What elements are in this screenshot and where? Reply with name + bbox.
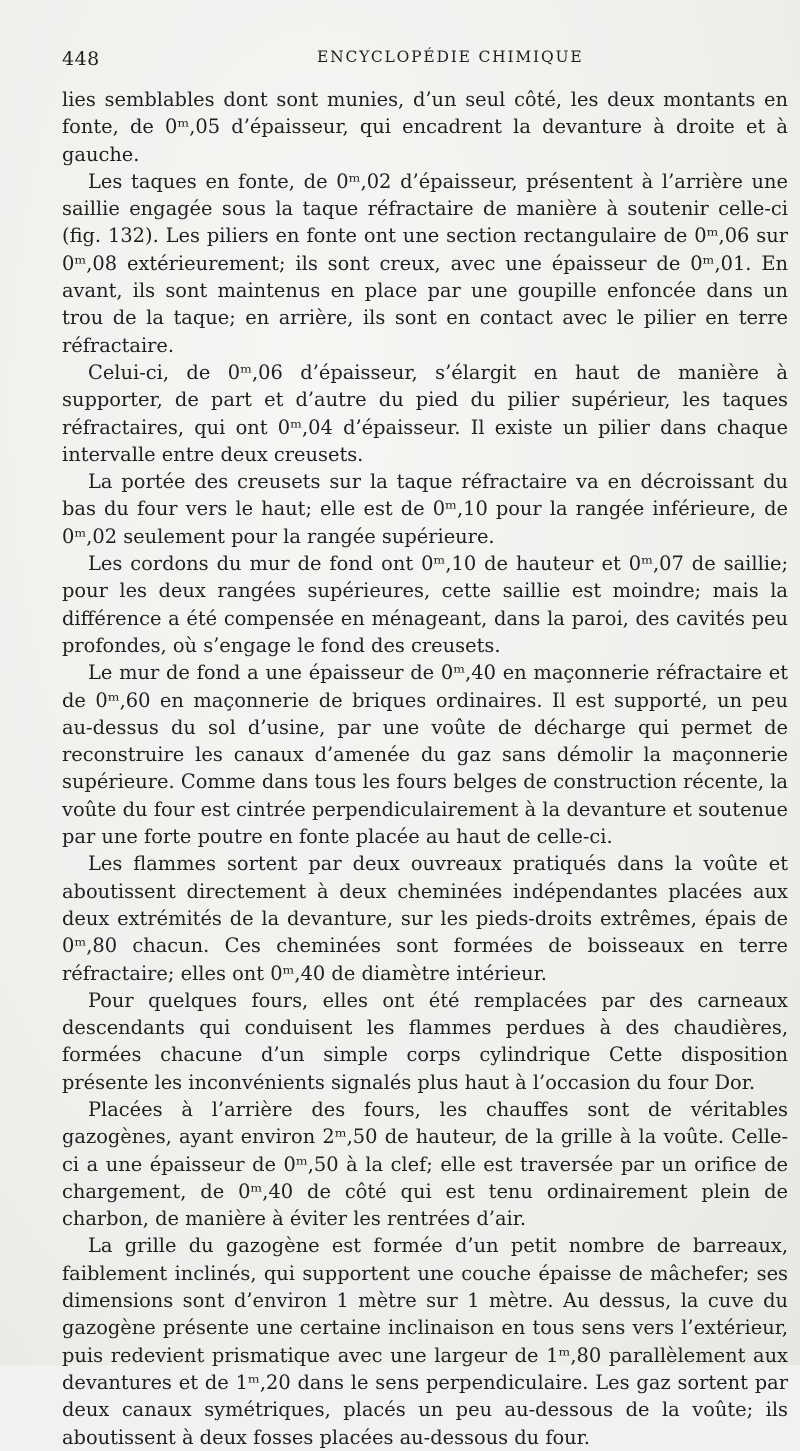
paragraph: Celui-ci, de 0ᵐ,06 d’épaisseur, s’élargit en haut de manière à supporter, de part et d’autre du pied du pilier supérieur, les taques réfractaires, qui ont 0ᵐ,04 d’épaisseur. Il existe un pilier dans chaque intervalle entre deux creusets. — [62, 360, 788, 466]
page-number: 448 — [62, 48, 100, 70]
paragraph: Les taques en fonte, de 0ᵐ,02 d’épaisseur, présentent à l’arrière une saillie engagée sous la taque réfractaire de manière à soutenir celle-ci (fig. 132). Les piliers en fonte ont une section rectangulaire de 0ᵐ,06 sur 0ᵐ,08 extérieurement; ils sont creux, avec une épaisseur de 0ᵐ,01. En avant, ils sont maintenus en place par une goupille enfoncée dans un trou de la taque; en arrière, ils sont en contact avec le pilier en terre réfractaire. — [62, 169, 788, 357]
paragraph: Les flammes sortent par deux ouvreaux pratiqués dans la voûte et aboutissent directement à deux cheminées indépendantes placées aux deux extrémités de la devanture, sur les pieds-droits extrêmes, épais de 0ᵐ,80 chacun. Ces cheminées sont formées de boisseaux en terre réfractaire; elles ont 0ᵐ,40 de diamètre intérieur. — [62, 852, 788, 985]
paragraph: La portée des creusets sur la taque réfractaire va en décroissant du bas du four vers le haut; elle est de 0ᵐ,10 pour la rangée inférieure, de 0ᵐ,02 seulement pour la rangée supérieure. — [62, 470, 788, 548]
paragraph: lies semblables dont sont munies, d’un seul côté, les deux montants en fonte, de 0ᵐ,05 d’épaisseur, qui encadrent la devanture à droite et à gauche. — [62, 88, 788, 166]
running-title: ENCYCLOPÉDIE CHIMIQUE — [317, 48, 584, 66]
paragraph: La grille du gazogène est formée d’un petit nombre de barreaux, faiblement inclinés, qui supportent une couche épaisse de mâchefer; ses dimensions sont d’environ 1 mètre sur 1 mètre. Au dessus, la cuve du gazogène présente une certaine inclinaison en tous sens vers l’extérieur, puis redevient prismatique avec une largeur de 1ᵐ,80 parallèlement aux devantures et de 1ᵐ,20 dans le sens perpendiculaire. Les gaz sortent par deux canaux symétriques, placés un peu au-dessous de la voûte; ils aboutissent à deux fosses placées au-dessous du four. — [62, 1234, 788, 1449]
body-text — [62, 86, 788, 1451]
paragraph: Pour quelques fours, elles ont été remplacées par des carneaux descendants qui conduisent les flammes perdues à des chaudières, formées chacune d’un simple corps cylindrique Cette disposition présente les inconvénients signalés plus haut à l’occasion du four Dor. — [62, 988, 788, 1094]
page-header — [62, 44, 760, 74]
paragraph: Placées à l’arrière des fours, les chauffes sont de véritables gazogènes, ayant environ 2ᵐ,50 de hauteur, de la grille à la voûte. Celle-ci a une épaisseur de 0ᵐ,50 à la clef; elle est traversée par un orifice de chargement, de 0ᵐ,40 de côté qui est tenu ordinairement plein de charbon, de manière à éviter les rentrées d’air. — [62, 1097, 788, 1231]
paragraph: Les cordons du mur de fond ont 0ᵐ,10 de hauteur et 0ᵐ,07 de saillie; pour les deux rangées supérieures, cette saillie est moindre; mais la différence a été compensée en ménageant, dans la paroi, des cavités peu profondes, où s’engage le fond des creusets. — [62, 552, 788, 657]
paragraph: Le mur de fond a une épaisseur de 0ᵐ,40 en maçonnerie réfractaire et de 0ᵐ,60 en maçonnerie de briques ordinaires. Il est supporté, un peu au-dessus du sol d’usine, par une voûte de décharge qui permet de reconstruire les canaux d’amenée du gaz sans démolir la maçonnerie supérieure. Comme dans tous les fours belges de construction récente, la voûte du four est cintrée perpendiculairement à la devanture et soutenue par une forte poutre en fonte placée au haut de celle-ci. — [62, 661, 788, 849]
